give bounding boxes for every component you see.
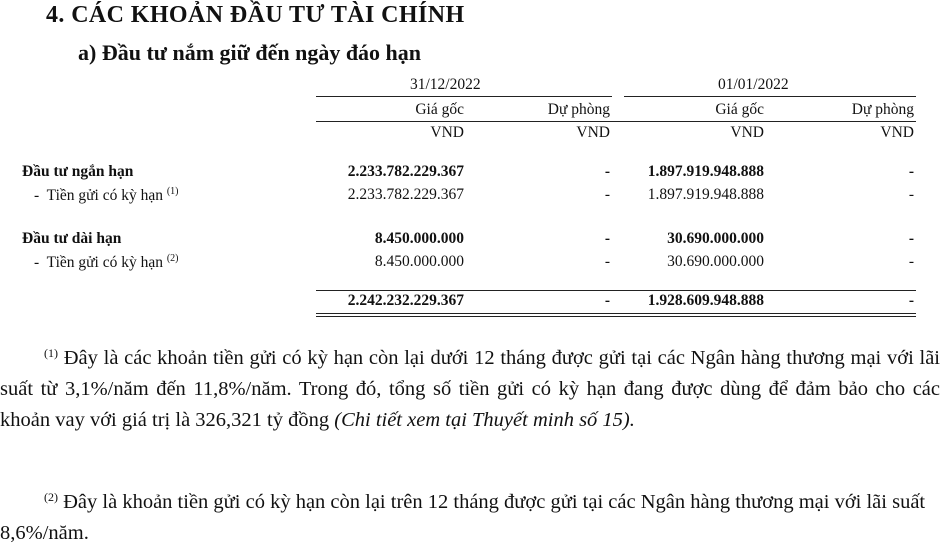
term-deposit-2-cost-2021: 30.690.000.000 bbox=[667, 253, 764, 270]
term-deposit-2-provision-2022: - bbox=[604, 253, 610, 270]
footnote-2-text: Đây là khoản tiền gửi có kỳ hạn còn lại trên 12 tháng được gửi tại các Ngân hàng thương mại với lãi suất 8,6%/năm. bbox=[0, 491, 926, 544]
footnote-2 bbox=[0, 482, 940, 549]
total-double-rule-2 bbox=[316, 316, 916, 317]
col-cost-2022: Giá gốc bbox=[415, 101, 464, 118]
long-term-provision-2021: - bbox=[908, 230, 914, 247]
term-deposit-1-cost-2021: 1.897.919.948.888 bbox=[647, 186, 764, 203]
term-deposit-1-cost-2022: 2.233.782.229.367 bbox=[347, 186, 464, 203]
unit-4: VND bbox=[880, 124, 914, 141]
total-cost-2022: 2.242.232.229.367 bbox=[347, 292, 464, 309]
total-top-rule bbox=[316, 290, 916, 291]
footnote-2-mark: (2) bbox=[44, 490, 58, 504]
unit-1: VND bbox=[430, 124, 464, 141]
long-term-cost-2022: 8.450.000.000 bbox=[374, 230, 464, 247]
total-double-rule-1 bbox=[316, 313, 916, 314]
footnote-ref-1: (1) bbox=[166, 186, 179, 197]
col-provision-2021: Dự phòng bbox=[851, 101, 914, 118]
footnote-1 bbox=[0, 338, 940, 436]
period-underline-1 bbox=[316, 96, 612, 97]
long-term-provision-2022: - bbox=[604, 230, 610, 247]
row-label-short-term: Đầu tư ngắn hạn bbox=[22, 163, 134, 180]
footnote-ref-2: (2) bbox=[166, 253, 179, 264]
term-deposit-2-cost-2022: 8.450.000.000 bbox=[374, 253, 464, 270]
col-provision-2022: Dự phòng bbox=[547, 101, 610, 118]
short-term-provision-2022: - bbox=[604, 163, 610, 180]
unit-3: VND bbox=[730, 124, 764, 141]
header-rule bbox=[316, 121, 916, 122]
total-provision-2022: - bbox=[604, 292, 610, 309]
section-title: 4. CÁC KHOẢN ĐẦU TƯ TÀI CHÍNH bbox=[46, 2, 465, 28]
col-cost-2021: Giá gốc bbox=[715, 101, 764, 118]
footnote-1-mark: (1) bbox=[44, 346, 58, 360]
term-deposit-1-provision-2021: - bbox=[908, 186, 914, 203]
footnote-1-text: Đây là các khoản tiền gửi có kỳ hạn còn lại dưới 12 tháng được gửi tại các Ngân hàng thương mại với lãi suất từ 3,1%/năm đến 11,8%/năm. Trong đó, tổng số tiền gửi có kỳ hạn đang được dùng để đảm bảo cho các khoản vay với giá trị là 326,321 tỷ đồng bbox=[0, 347, 940, 431]
period-header-2022-01-01: 01/01/2022 bbox=[718, 76, 789, 93]
row-label-term-deposit-1: - Tiền gửi có kỳ hạn $^{(1)}$ bbox=[34, 186, 179, 204]
long-term-cost-2021: 30.690.000.000 bbox=[667, 230, 764, 247]
subsection-title: a) Đầu tư nắm giữ đến ngày đáo hạn bbox=[78, 40, 422, 65]
term-deposit-1-provision-2022: - bbox=[604, 186, 610, 203]
unit-2: VND bbox=[576, 124, 610, 141]
period-header-2022-12-31: 31/12/2022 bbox=[410, 76, 481, 93]
total-provision-2021: - bbox=[908, 292, 914, 309]
period-underline-2 bbox=[624, 96, 916, 97]
short-term-cost-2022: 2.233.782.229.367 bbox=[347, 163, 464, 180]
short-term-provision-2021: - bbox=[908, 163, 914, 180]
term-deposit-2-provision-2021: - bbox=[908, 253, 914, 270]
footnote-1-reference: (Chi tiết xem tại Thuyết minh số 15). bbox=[334, 409, 635, 431]
total-cost-2021: 1.928.609.948.888 bbox=[647, 292, 764, 309]
row-label-term-deposit-2: - Tiền gửi có kỳ hạn $^{(2)}$ bbox=[34, 253, 179, 271]
row-label-long-term: Đầu tư dài hạn bbox=[22, 230, 122, 247]
short-term-cost-2021: 1.897.919.948.888 bbox=[647, 163, 764, 180]
